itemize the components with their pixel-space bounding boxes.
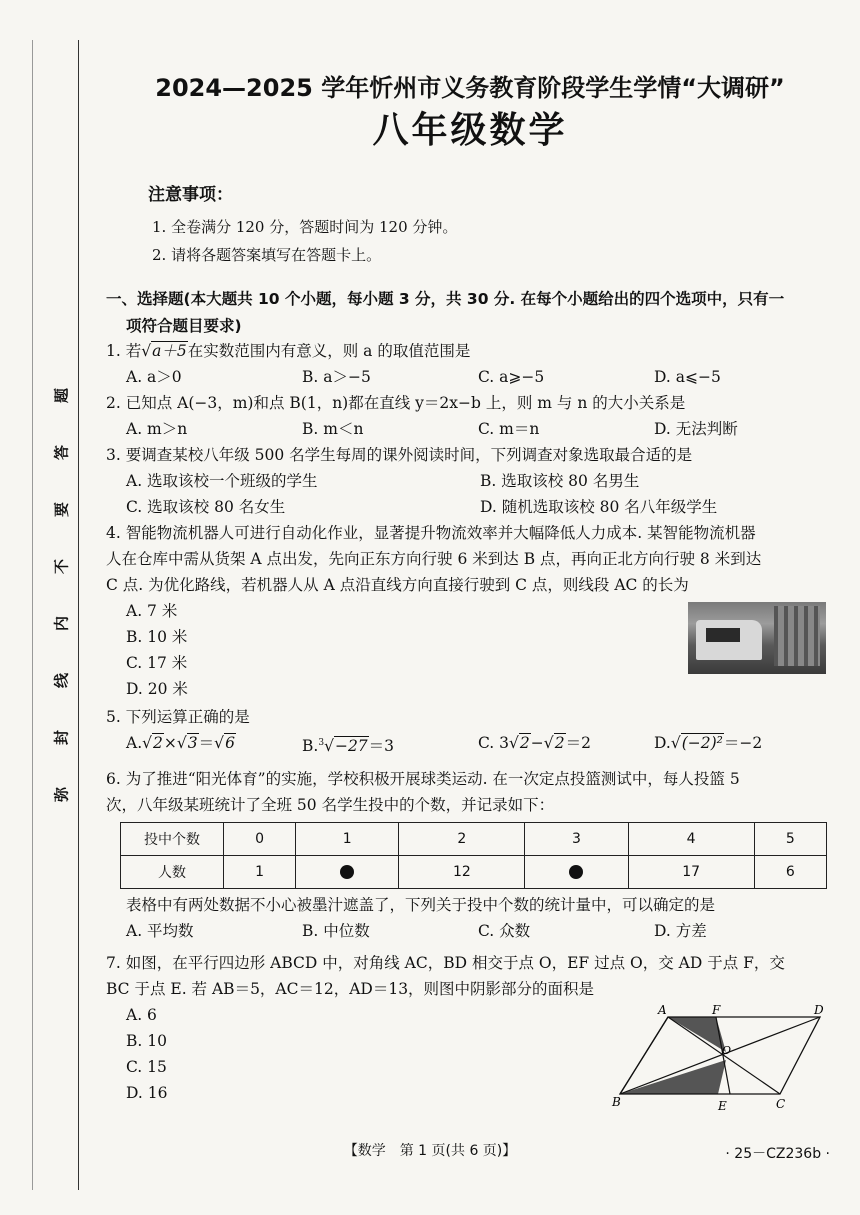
seal-char: 内 [52,616,71,632]
binding-line [78,40,79,1190]
table-cell: 12 [399,856,525,889]
option-c[interactable]: C. m＝n [478,420,540,438]
table-cell: 17 [628,856,754,889]
notice-title: 注意事项： [148,185,233,205]
option-d[interactable]: D.√(−2)²＝−2 [654,734,763,752]
table-cell: 2 [399,823,525,856]
seal-text [50,385,72,805]
options-row [106,416,834,442]
seal-char: 要 [52,502,71,518]
seal-char: 题 [52,388,71,404]
table-cell: 3 [525,823,628,856]
option-b[interactable]: B. 选取该校 80 名男生 [480,472,640,490]
label-o: O [722,1044,732,1057]
option-a[interactable]: A. 平均数 [126,922,194,940]
option-a[interactable]: A. m＞n [126,420,188,438]
table-cell: 0 [224,823,296,856]
score-table [120,822,827,889]
options-row [106,918,834,944]
shaded-region-bottom [620,1060,726,1094]
option-d[interactable]: D. 随机选取该校 80 名八年级学生 [480,498,718,516]
exam-title: 2024—2025 学年忻州市义务教育阶段学生学情“大调研” [155,74,785,102]
notice-block [148,180,828,269]
robot-window-shape [706,628,740,642]
option-c[interactable]: C. 17 米 [126,654,188,672]
option-b[interactable]: B. 中位数 [302,922,370,940]
seal-char: 答 [52,445,71,461]
question-6-after [106,892,834,944]
option-d[interactable]: D. a⩽−5 [654,368,721,386]
table-cell: 6 [754,856,826,889]
question-6 [106,766,834,818]
question-stem: 2. 已知点 A(−3，m)和点 B(1，n)都在直线 y＝2x−b 上，则 m 与 n 的大小关系是 [106,394,686,412]
option-a[interactable]: A. a＞0 [126,368,182,386]
seal-char: 线 [52,673,71,689]
table-cell: 4 [628,823,754,856]
radicand: a＋5 [152,342,187,360]
options-row [106,730,834,759]
option-b[interactable]: B.$^3$√−27＝3 [302,737,395,756]
table-cell: 1 [296,823,399,856]
question-stem: 7. 如图，在平行四边形 ABCD 中，对角线 AC，BD 相交于点 O，EF 过点 O，交 AD 于点 F，交 [106,954,785,972]
stem-text: 1. 若 [106,342,142,360]
option-c[interactable]: C. 选取该校 80 名女生 [126,498,286,516]
question-3 [106,442,834,520]
table-cell: 5 [754,823,826,856]
seal-char: 不 [52,559,71,575]
sqrt-sign: √ [141,342,152,360]
options-grid [106,468,834,520]
section-line: 项符合题目要求) [126,317,242,335]
label-b: B [612,1095,621,1109]
table-cell: 1 [224,856,296,889]
seal-char: 弥 [52,787,71,803]
shelf-shape [774,606,820,666]
label-d: D [814,1003,824,1017]
stem-text: 在实数范围内有意义，则 a 的取值范围是 [187,342,471,360]
option-c[interactable]: C. 3√2−√2＝2 [478,734,591,752]
option-d[interactable]: D. 方差 [654,922,707,940]
ink-blot-icon [569,865,583,879]
question-stem: 3. 要调查某校八年级 500 名学生每周的课外阅读时间，下列调查对象选取最合适的是 [106,446,693,464]
option-a[interactable]: A. 7 米 [126,602,178,620]
options-row [106,364,834,390]
parallelogram-figure [608,1002,834,1116]
table-cell-ink-blot [296,856,399,889]
page-footer: 【数学 第 1 页(共 6 页)】 [343,1143,517,1159]
notice-item: 1. 全卷满分 120 分，答题时间为 120 分钟。 [152,218,458,236]
table-header-cell: 人数 [121,856,224,889]
question-stem: C 点. 为优化路线，若机器人从 A 点沿直线方向直接行驶到 C 点，则线段 AC 的长为 [106,576,689,594]
question-stem: 6. 为了推进“阳光体育”的实施，学校积极开展球类运动. 在一次定点投篮测试中，每人投篮 5 [106,770,740,788]
question-5 [106,704,834,759]
question-1 [106,338,834,390]
exam-code: · 25－CZ236b · [725,1146,830,1162]
table-header-cell: 投中个数 [121,823,224,856]
option-d[interactable]: D. 20 米 [126,680,188,698]
warehouse-robot-photo [688,602,826,674]
option-a[interactable]: A.√2×√3＝√6 [126,734,235,752]
option-a[interactable]: A. 6 [126,1006,157,1024]
binding-outer-line [32,40,33,1190]
section-line: 一、选择题(本大题共 10 个小题，每小题 3 分，共 30 分. 在每个小题给出的四个选项中，只有一 [106,290,785,308]
option-b[interactable]: B. 10 米 [126,628,188,646]
exam-subject: 八年级数学 [372,110,568,151]
label-c: C [776,1097,786,1111]
question-stem [106,338,834,364]
question-stem: 人在仓库中需从货架 A 点出发，先向正东方向行驶 6 米到达 B 点，再向正北方向行驶 8 米到达 [106,550,762,568]
section-heading [106,286,826,340]
option-b[interactable]: B. 10 [126,1032,167,1050]
question-stem: 4. 智能物流机器人可进行自动化作业，显著提升物流效率并大幅降低人力成本. 某智能物流机器 [106,524,756,542]
seal-char: 封 [52,730,71,746]
table-row [121,856,827,889]
table-row [121,823,827,856]
question-stem: 次，八年级某班统计了全班 50 名学生投中的个数，并记录如下： [106,796,555,814]
option-c[interactable]: C. 众数 [478,922,531,940]
option-b[interactable]: B. m＜n [302,420,364,438]
option-a[interactable]: A. 选取该校一个班级的学生 [126,472,318,490]
label-a: A [658,1003,667,1017]
option-d[interactable]: D. 16 [126,1084,168,1102]
option-c[interactable]: C. 15 [126,1058,167,1076]
notice-item: 2. 请将各题答案填写在答题卡上。 [152,246,382,264]
question-stem: 5. 下列运算正确的是 [106,708,250,726]
option-d[interactable]: D. 无法判断 [654,420,738,438]
label-f: F [712,1003,721,1017]
table-cell-ink-blot [525,856,628,889]
option-c[interactable]: C. a⩾−5 [478,368,545,386]
question-stem: BC 于点 E. 若 AB＝5，AC＝12，AD＝13，则图中阴影部分的面积是 [106,980,595,998]
question-2 [106,390,834,442]
option-b[interactable]: B. a＞−5 [302,368,371,386]
label-e: E [718,1099,727,1113]
ink-blot-icon [340,865,354,879]
question-stem: 表格中有两处数据不小心被墨汁遮盖了，下列关于投中个数的统计量中，可以确定的是 [126,896,716,914]
